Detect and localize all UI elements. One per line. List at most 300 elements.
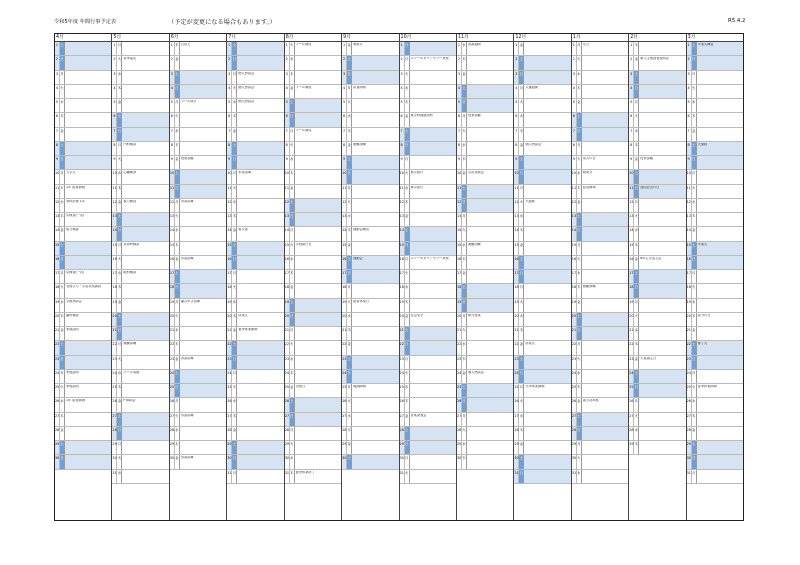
day-number: 13: [400, 213, 405, 226]
weekday-label: 水: [577, 71, 582, 84]
weekday-label: 月: [117, 42, 122, 55]
weekday-label: 月: [117, 142, 122, 155]
day-number: 10: [400, 170, 405, 183]
day-number: 10: [170, 170, 175, 183]
day-row: [170, 170, 226, 184]
day-row: [400, 313, 456, 327]
day-number: 21: [170, 327, 175, 340]
day-number: 24: [457, 370, 462, 383]
day-row: [572, 242, 628, 256]
day-row: [629, 113, 685, 127]
event-text: 水泳指導: [180, 199, 194, 203]
day-row: [400, 413, 456, 427]
day-number: 26: [170, 398, 175, 411]
day-number: 28: [687, 427, 692, 440]
day-number: 19: [457, 299, 462, 312]
day-number: 17: [342, 270, 347, 283]
day-row: [400, 270, 456, 284]
day-number: 14: [687, 227, 692, 240]
day-row: [342, 398, 398, 412]
day-row: [629, 213, 685, 227]
day-row: [55, 384, 111, 398]
event-text: プール開放: [295, 85, 312, 89]
weekday-label: 土: [462, 185, 467, 198]
weekday-label: 水: [577, 170, 582, 183]
day-number: 31: [572, 470, 577, 483]
day-row: [457, 327, 513, 341]
day-number: 28: [400, 427, 405, 440]
weekday-label: 水: [175, 427, 180, 440]
day-number: 10: [687, 170, 692, 183]
day-number: 17: [514, 270, 519, 283]
weekday-label: 水: [634, 427, 639, 440]
event-text: 元日: [582, 43, 590, 46]
event-text: 衣替え: [180, 43, 191, 46]
weekday-label: 木: [519, 128, 524, 141]
weekday-label: 火: [232, 185, 237, 198]
weekday-label: 水: [519, 313, 524, 326]
day-row: [629, 71, 685, 85]
day-number: 9: [285, 156, 290, 169]
event-text: 出校日: [295, 385, 306, 388]
day-row: [112, 142, 168, 156]
day-number: 8: [285, 142, 290, 155]
day-row: [629, 327, 685, 341]
day-number: 3: [112, 71, 117, 84]
day-number: 21: [687, 327, 692, 340]
weekday-label: 水: [692, 398, 697, 411]
day-row: [514, 470, 570, 484]
day-row: [400, 327, 456, 341]
day-row: [514, 370, 570, 384]
day-row: [285, 242, 341, 256]
day-row: [572, 427, 628, 441]
day-number: 10: [572, 170, 577, 183]
day-number: 26: [514, 398, 519, 411]
day-row: [112, 356, 168, 370]
day-row: [629, 427, 685, 441]
weekday-label: 土: [405, 427, 410, 440]
weekday-label: 金: [117, 199, 122, 212]
day-row: [112, 455, 168, 469]
day-number: 21: [285, 327, 290, 340]
day-row: [400, 185, 456, 199]
day-number: 5: [55, 99, 60, 112]
day-row: [112, 370, 168, 384]
weekday-label: 月: [462, 113, 467, 126]
day-number: 8: [112, 142, 117, 155]
day-row: [55, 56, 111, 70]
day-number: 27: [55, 413, 60, 426]
day-row: [342, 213, 398, 227]
day-number: 13: [285, 213, 290, 226]
day-number: 26: [400, 398, 405, 411]
event-text: 後期開始: [353, 385, 366, 388]
day-number: 24: [342, 370, 347, 383]
weekday-label: 水: [290, 256, 295, 269]
weekday-label: 金: [462, 71, 467, 84]
day-row: [572, 99, 628, 113]
day-number: 30: [227, 455, 232, 468]
weekday-label: 火: [175, 213, 180, 226]
weekday-label: 金: [405, 413, 410, 426]
day-row: [457, 256, 513, 270]
day-row: [400, 56, 456, 70]
day-row: [400, 427, 456, 441]
weekday-label: 水: [634, 227, 639, 240]
day-row: [514, 242, 570, 256]
day-row: [572, 199, 628, 213]
weekday-label: 土: [634, 370, 639, 383]
day-row: [687, 99, 743, 113]
day-row: [572, 341, 628, 355]
day-row: [170, 71, 226, 85]
weekday-label: 月: [692, 370, 697, 383]
weekday-label: 月: [347, 384, 352, 397]
day-number: 12: [112, 199, 117, 212]
day-number: 15: [112, 242, 117, 255]
weekday-label: 火: [692, 185, 697, 198]
weekday-label: 火: [232, 284, 237, 297]
weekday-label: 火: [175, 113, 180, 126]
day-number: 21: [572, 327, 577, 340]
weekday-label: 火: [577, 356, 582, 369]
day-number: 16: [457, 256, 462, 269]
weekday-label: 火: [117, 156, 122, 169]
day-row: [629, 284, 685, 298]
weekday-label: 日: [692, 156, 697, 169]
weekday-label: 金: [519, 242, 524, 255]
weekday-label: 日: [405, 242, 410, 255]
day-row: [55, 427, 111, 441]
event-text: 大掃除: [697, 142, 708, 146]
day-number: 23: [629, 356, 634, 369]
weekday-label: 日: [519, 71, 524, 84]
day-row: [55, 99, 111, 113]
weekday-label: 月: [692, 170, 697, 183]
day-row: [457, 199, 513, 213]
day-number: 15: [514, 242, 519, 255]
weekday-label: 日: [290, 113, 295, 126]
weekday-label: 金: [60, 327, 65, 340]
day-number: 7: [400, 128, 405, 141]
day-row: [572, 142, 628, 156]
weekday-label: 火: [117, 256, 122, 269]
day-number: 15: [687, 242, 692, 255]
day-number: 13: [514, 213, 519, 226]
day-row: [514, 199, 570, 213]
weekday-label: 日: [347, 270, 352, 283]
weekday-label: 日: [519, 270, 524, 283]
day-row: [55, 455, 111, 469]
event-text: 水泳指導: [238, 171, 252, 175]
day-number: 28: [285, 427, 290, 440]
day-number: 5: [400, 99, 405, 112]
weekday-label: 月: [232, 170, 237, 183]
weekday-label: 木: [634, 341, 639, 354]
day-row: [457, 341, 513, 355]
day-number: 17: [285, 270, 290, 283]
day-number: 16: [285, 256, 290, 269]
day-number: 11: [572, 185, 577, 198]
day-number: 28: [170, 427, 175, 440]
weekday-label: 水: [117, 270, 122, 283]
day-number: 6: [687, 113, 692, 126]
day-number: 4: [514, 85, 519, 98]
day-row: [514, 441, 570, 455]
day-number: 8: [170, 142, 175, 155]
day-row: [55, 113, 111, 127]
weekday-label: 火: [117, 356, 122, 369]
weekday-label: 水: [634, 128, 639, 141]
day-row: [687, 242, 743, 256]
day-row: [227, 327, 283, 341]
weekday-label: 土: [577, 113, 582, 126]
day-row: [687, 413, 743, 427]
day-number: 2: [457, 56, 462, 69]
month-header: 11月: [457, 34, 513, 42]
day-row: [170, 242, 226, 256]
day-row: [170, 227, 226, 241]
weekday-label: 火: [232, 85, 237, 98]
day-number: 1: [514, 42, 519, 55]
weekday-label: 木: [290, 470, 295, 483]
day-row: [227, 270, 283, 284]
day-row: [342, 199, 398, 213]
day-number: 30: [285, 455, 290, 468]
weekday-label: 土: [405, 128, 410, 141]
day-row: [112, 413, 168, 427]
weekday-label: 日: [290, 313, 295, 326]
day-row: [400, 284, 456, 298]
weekday-label: 日: [462, 99, 467, 112]
weekday-label: 土: [347, 256, 352, 269]
weekday-label: 月: [60, 170, 65, 183]
weekday-label: 金: [232, 227, 237, 240]
weekday-label: 水: [577, 470, 582, 483]
day-number: 6: [457, 113, 462, 126]
day-row: [514, 356, 570, 370]
day-row: [572, 470, 628, 484]
event-text: 避難訓練: [353, 142, 366, 146]
day-row: [342, 284, 398, 298]
day-number: 10: [55, 170, 60, 183]
weekday-label: 水: [175, 327, 180, 340]
day-row: [687, 227, 743, 241]
day-row: [629, 156, 685, 170]
day-number: 1: [342, 42, 347, 55]
day-row: [457, 128, 513, 142]
day-number: 18: [687, 284, 692, 297]
day-row: [572, 85, 628, 99]
day-number: 26: [112, 398, 117, 411]
weekday-label: 木: [634, 441, 639, 454]
day-number: 22: [170, 341, 175, 354]
weekday-label: 水: [60, 199, 65, 212]
day-number: 2: [342, 56, 347, 69]
day-number: 19: [170, 299, 175, 312]
weekday-label: 水: [347, 413, 352, 426]
day-row: [514, 71, 570, 85]
month-header: 7月: [227, 34, 283, 42]
month-header: 9月: [342, 34, 398, 42]
day-row: [687, 313, 743, 327]
day-row: [629, 413, 685, 427]
day-number: 8: [572, 142, 577, 155]
weekday-label: 水: [290, 356, 295, 369]
day-row: [514, 213, 570, 227]
day-number: 14: [572, 227, 577, 240]
day-row: [400, 85, 456, 99]
day-number: 5: [342, 99, 347, 112]
day-number: 15: [342, 242, 347, 255]
weekday-label: 土: [347, 356, 352, 369]
day-number: 1: [629, 42, 634, 55]
day-row: [170, 199, 226, 213]
weekday-label: 木: [60, 413, 65, 426]
weekday-label: 水: [577, 270, 582, 283]
weekday-label: 土: [634, 270, 639, 283]
event-text: 学校閉庁日: [295, 242, 312, 246]
day-number: 2: [687, 56, 692, 69]
day-row: [342, 356, 398, 370]
day-number: 17: [457, 270, 462, 283]
weekday-label: 月: [60, 71, 65, 84]
event-text: 音楽発表会: [410, 413, 427, 417]
day-number: 18: [629, 284, 634, 297]
day-row: [227, 199, 283, 213]
day-row: [457, 185, 513, 199]
day-number: 24: [687, 370, 692, 383]
event-text: 全国学力・学習状況調査: [66, 285, 102, 289]
day-number: 14: [112, 227, 117, 240]
day-number: 29: [400, 441, 405, 454]
day-number: 28: [342, 427, 347, 440]
day-number: 9: [112, 156, 117, 169]
day-row: [112, 441, 168, 455]
weekday-label: 火: [347, 299, 352, 312]
weekday-label: 月: [519, 185, 524, 198]
revision-date: R5.4.2: [728, 18, 746, 24]
weekday-label: 日: [175, 384, 180, 397]
day-row: [170, 185, 226, 199]
weekday-label: 火: [290, 42, 295, 55]
day-number: 8: [514, 142, 519, 155]
day-number: 17: [55, 270, 60, 283]
day-row: [55, 156, 111, 170]
day-number: 4: [285, 85, 290, 98]
event-text: 尿検査(一次): [66, 271, 85, 274]
weekday-label: 土: [692, 242, 697, 255]
day-number: 8: [400, 142, 405, 155]
weekday-label: 日: [117, 128, 122, 141]
day-number: 28: [457, 427, 462, 440]
day-number: 9: [687, 156, 692, 169]
day-number: 20: [687, 313, 692, 326]
event-text: 内科検診: [123, 142, 137, 146]
day-row: [514, 299, 570, 313]
weekday-label: 土: [290, 99, 295, 112]
day-row: [112, 227, 168, 241]
weekday-label: 木: [175, 341, 180, 354]
day-number: 25: [285, 384, 290, 397]
day-row: [687, 284, 743, 298]
weekday-label: 金: [692, 128, 697, 141]
yearly-calendar-grid: [54, 33, 744, 521]
weekday-label: 木: [634, 242, 639, 255]
event-text: 終業式: [238, 313, 248, 317]
day-number: 16: [55, 256, 60, 269]
day-number: 22: [285, 341, 290, 354]
weekday-label: 水: [117, 370, 122, 383]
weekday-label: 金: [232, 128, 237, 141]
weekday-label: 金: [175, 256, 180, 269]
day-number: 27: [514, 413, 519, 426]
event-text: 冬季休業開始: [525, 385, 545, 388]
weekday-label: 日: [117, 427, 122, 440]
month-column: [55, 34, 111, 520]
weekday-label: 金: [290, 85, 295, 98]
day-row: [342, 156, 398, 170]
weekday-label: 木: [462, 256, 467, 269]
weekday-label: 水: [232, 398, 237, 411]
day-number: 11: [629, 185, 634, 198]
day-row: [227, 427, 283, 441]
weekday-label: 金: [117, 299, 122, 312]
day-number: 22: [400, 341, 405, 354]
day-number: 3: [55, 71, 60, 84]
day-number: 16: [342, 256, 347, 269]
weekday-label: 月: [175, 99, 180, 112]
day-row: [170, 370, 226, 384]
day-row: [170, 142, 226, 156]
weekday-label: 月: [577, 441, 582, 454]
day-number: 11: [285, 185, 290, 198]
day-row: [457, 113, 513, 127]
weekday-label: 火: [347, 99, 352, 112]
weekday-label: 金: [577, 398, 582, 411]
event-text: 尿検査(一次): [66, 214, 85, 217]
day-row: [285, 128, 341, 142]
day-row: [629, 170, 685, 184]
day-row: [342, 85, 398, 99]
day-row: [400, 455, 456, 469]
day-row: [342, 370, 398, 384]
day-number: 19: [285, 299, 290, 312]
day-row: [227, 56, 283, 70]
event-text: 研究授業: [467, 313, 481, 317]
weekday-label: 火: [519, 398, 524, 411]
day-row: [170, 327, 226, 341]
weekday-label: 木: [577, 85, 582, 98]
day-number: 14: [227, 227, 232, 240]
day-number: 28: [572, 427, 577, 440]
month-column: [284, 34, 341, 520]
day-number: 12: [227, 199, 232, 212]
day-row: [227, 455, 283, 469]
weekday-label: 金: [347, 242, 352, 255]
day-number: 20: [572, 313, 577, 326]
day-row: [400, 42, 456, 56]
weekday-label: 月: [692, 71, 697, 84]
day-number: 6: [227, 113, 232, 126]
weekday-label: 水: [175, 128, 180, 141]
day-row: [457, 270, 513, 284]
weekday-label: 金: [405, 313, 410, 326]
weekday-label: 月: [405, 56, 410, 69]
day-row: [112, 270, 168, 284]
day-number: 6: [342, 113, 347, 126]
